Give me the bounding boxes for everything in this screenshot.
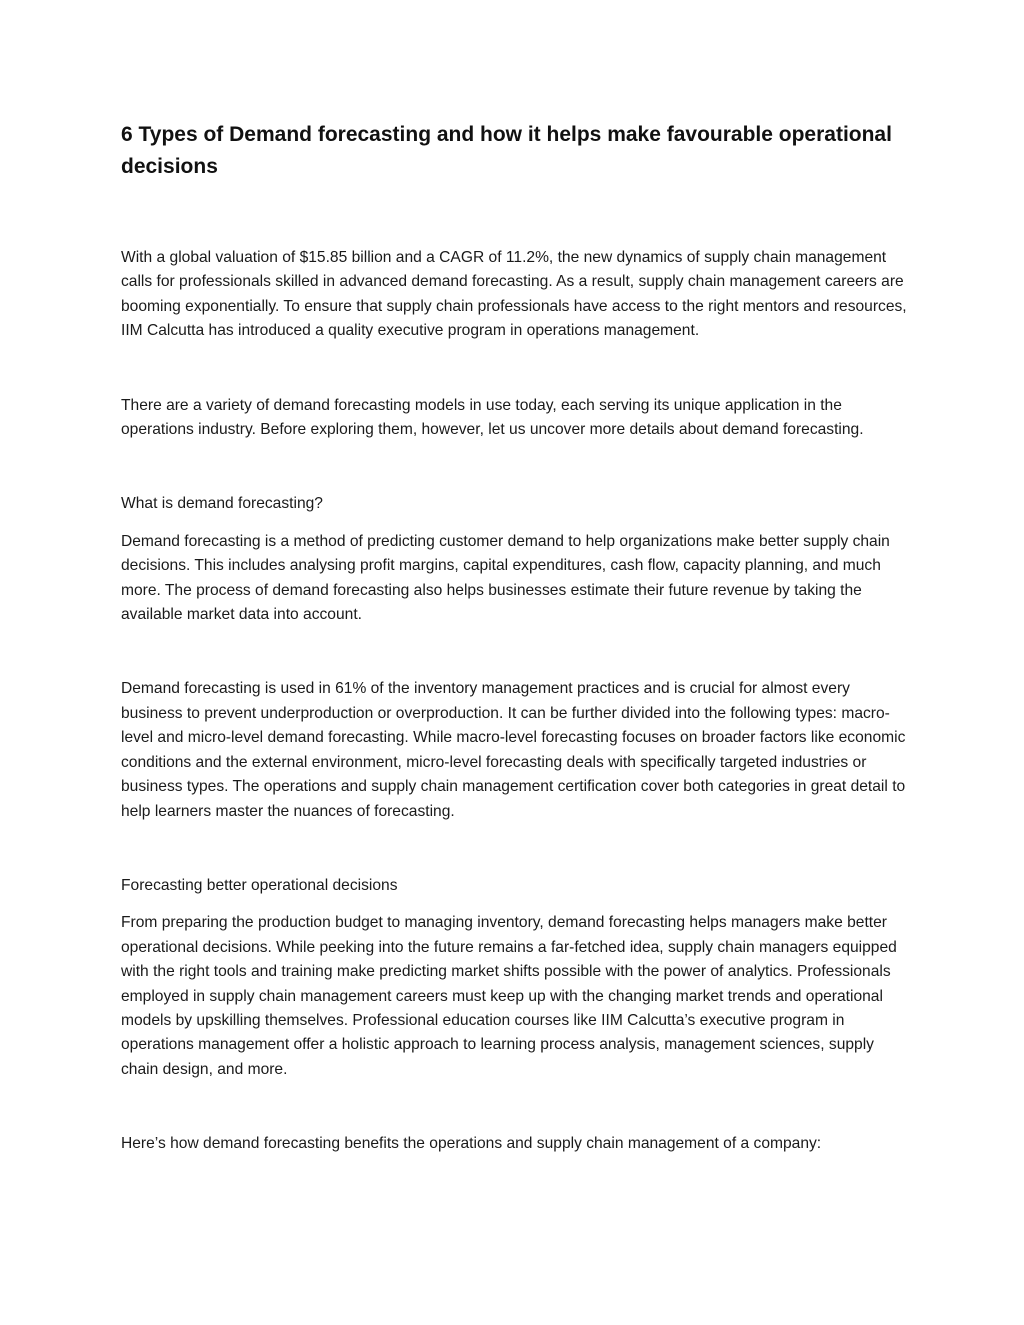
section-heading-forecasting-better-decisions: Forecasting better operational decisions [121,876,398,894]
document-title: 6 Types of Demand forecasting and how it helps make favourable operational decisions [121,123,892,178]
section-heading-what-is-demand-forecasting: What is demand forecasting? [121,495,323,513]
section-1-paragraph-1: Demand forecasting is a method of predicting customer demand to help organizations make better supply chain decisions. This includes analysing profit margins, capital expenditures, cash flow, capacity planning, and much more. The process of demand forecasting also helps businesses estimate their future revenue by taking the available market data into account. [121,532,890,624]
section-2-paragraph-2: Here’s how demand forecasting benefits the operations and supply chain management of a company: [121,1135,822,1153]
section-1-paragraph-2: Demand forecasting is used in 61% of the inventory management practices and is crucial for almost every business to prevent underproduction or overproduction. It can be further divided into the following types: macro-level and micro-level demand forecasting. While macro-level forecasting focuses on broader factors like economic conditions and the external environment, micro-level forecasting deals with specifically targeted industries or business types. The operations and supply chain management certification cover both categories in great detail to help learners master the nuances of forecasting. [121,680,906,820]
intro-paragraph-2: There are a variety of demand forecasting models in use today, each serving its unique application in the operations industry. Before exploring them, however, let us uncover more details about demand forecasting. [121,396,864,439]
document-page [121,119,911,1157]
section-2-paragraph-1: From preparing the production budget to managing inventory, demand forecasting helps managers make better operational decisions. While peeking into the future remains a far-fetched idea, supply chain managers equipped with the right tools and training make predicting market shifts possible with the power of analytics. Professionals employed in supply chain management careers must keep up with the changing market trends and operational models by upskilling themselves. Professional education courses like IIM Calcutta’s executive program in operations management offer a holistic approach to learning process analysis, management sciences, supply chain design, and more. [121,914,897,1078]
intro-paragraph-1: With a global valuation of $15.85 billion and a CAGR of 11.2%, the new dynamics of supply chain management calls for professionals skilled in advanced demand forecasting. As a result, supply chain management careers are booming exponentially. To ensure that supply chain professionals have access to the right mentors and resources, IIM Calcutta has introduced a quality executive program in operations management. [121,249,907,340]
